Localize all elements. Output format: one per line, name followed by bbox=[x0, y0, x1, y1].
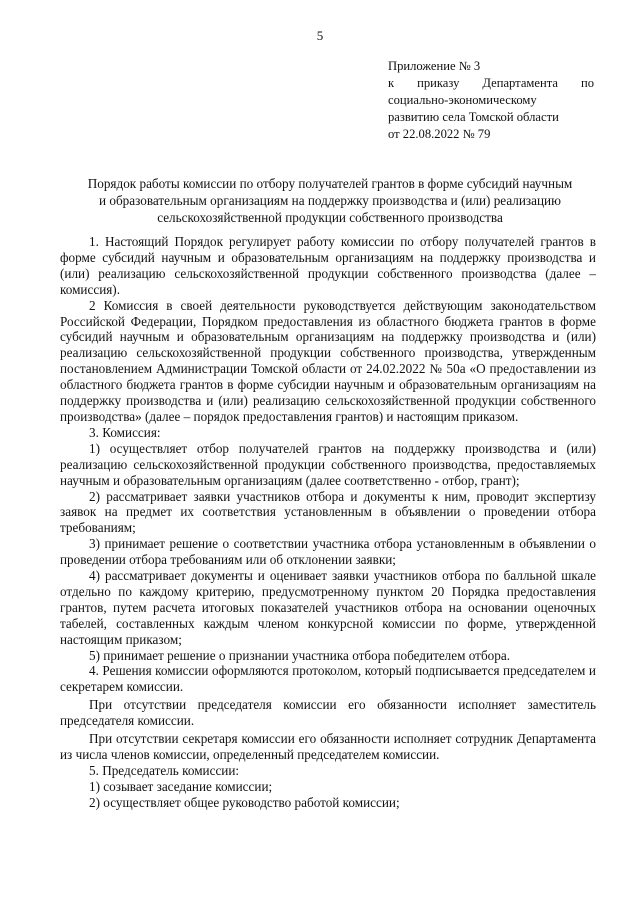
paragraph: 3) принимает решение о соответствии участника отбора установленным в объявлении о проведении отбора требованиям или об отклонении заявки; bbox=[60, 536, 596, 568]
appendix-line: Приложение № 3 bbox=[388, 59, 481, 73]
document-title bbox=[60, 175, 600, 226]
paragraph: 5. Председатель комиссии: bbox=[89, 762, 240, 778]
paragraph: 3. Комиссия: bbox=[89, 424, 161, 440]
paragraph: 2) рассматривает заявки участников отбора и документы к ним, проводит экспертизу заявок на предмет их соответствия установленным в объявлении о проведении отбора требованиям; bbox=[60, 488, 596, 536]
paragraph: 4. Решения комиссии оформляются протоколом, который подписывается председателем и секретарем комиссии. bbox=[60, 663, 596, 695]
document-body bbox=[60, 234, 596, 811]
paragraph: При отсутствии секретаря комиссии его обязанности исполняет сотрудник Департамента из числа членов комиссии, определенный председателем комиссии. bbox=[60, 731, 596, 762]
paragraph: 2 Комиссия в своей деятельности руководствуется действующим законодательством Российской Федерации, Порядком предоставления из областного бюджета грантов в форме субсидий научным и образовательным организациям на поддержку производства и (или) реализацию сельскохозяйственной продукции собственного производства, утвержденным постановлением Администрации Томской области от 24.02.2022 № 50а «О предоставлении из областного бюджета грантов в форме субсидии научным и образовательным организациям на поддержку производства и (или) реализацию сельскохозяйственной продукции собственного производства» (далее – порядок предоставления грантов) и настоящим приказом. bbox=[60, 297, 596, 424]
appendix-block bbox=[388, 58, 594, 143]
paragraph: 1. Настоящий Порядок регулирует работу комиссии по отбору получателей грантов в форме субсидий научным и образовательным организациям на поддержку производства и (или) реализацию сельскохозяйственной продукции собственного производства (далее – комиссия). bbox=[60, 234, 596, 297]
title-line: Порядок работы комиссии по отбору получателей грантов в форме субсидий научным bbox=[87, 176, 573, 191]
paragraph: 5) принимает решение о признании участника отбора победителем отбора. bbox=[89, 647, 510, 663]
title-line: и образовательным организациям на поддержку производства и (или) реализацию bbox=[99, 193, 561, 208]
paragraph: При отсутствии председателя комиссии его обязанности исполняет заместитель председателя комиссии. bbox=[60, 697, 596, 729]
appendix-line: социально-экономическому bbox=[388, 93, 537, 107]
appendix-line: к приказу Департамента по bbox=[388, 76, 594, 90]
paragraph: 4) рассматривает документы и оценивает заявки участников отбора по балльной шкале отдельно по каждому критерию, предусмотренному пунктом 20 Порядка предоставления грантов, путем расчета итоговых показателей участников отбора на основании оценочных табелей, составленных каждым членом конкурсной комиссии по форме, утвержденной настоящим приказом; bbox=[60, 568, 596, 647]
title-line: сельскохозяйственной продукции собственного производства bbox=[157, 210, 503, 225]
appendix-line: от 22.08.2022 № 79 bbox=[388, 127, 491, 141]
page-number: 5 bbox=[316, 28, 324, 43]
appendix-line: развитию села Томской области bbox=[388, 110, 559, 124]
paragraph: 1) созывает заседание комиссии; bbox=[89, 778, 273, 794]
paragraph: 1) осуществляет отбор получателей грантов на поддержку производства и (или) реализацию сельскохозяйственной продукции собственного производства, предоставляемых научным и образовательным организациям (далее соответственно - отбор, грант); bbox=[60, 440, 596, 488]
paragraph: 2) осуществляет общее руководство работой комиссии; bbox=[89, 794, 400, 810]
